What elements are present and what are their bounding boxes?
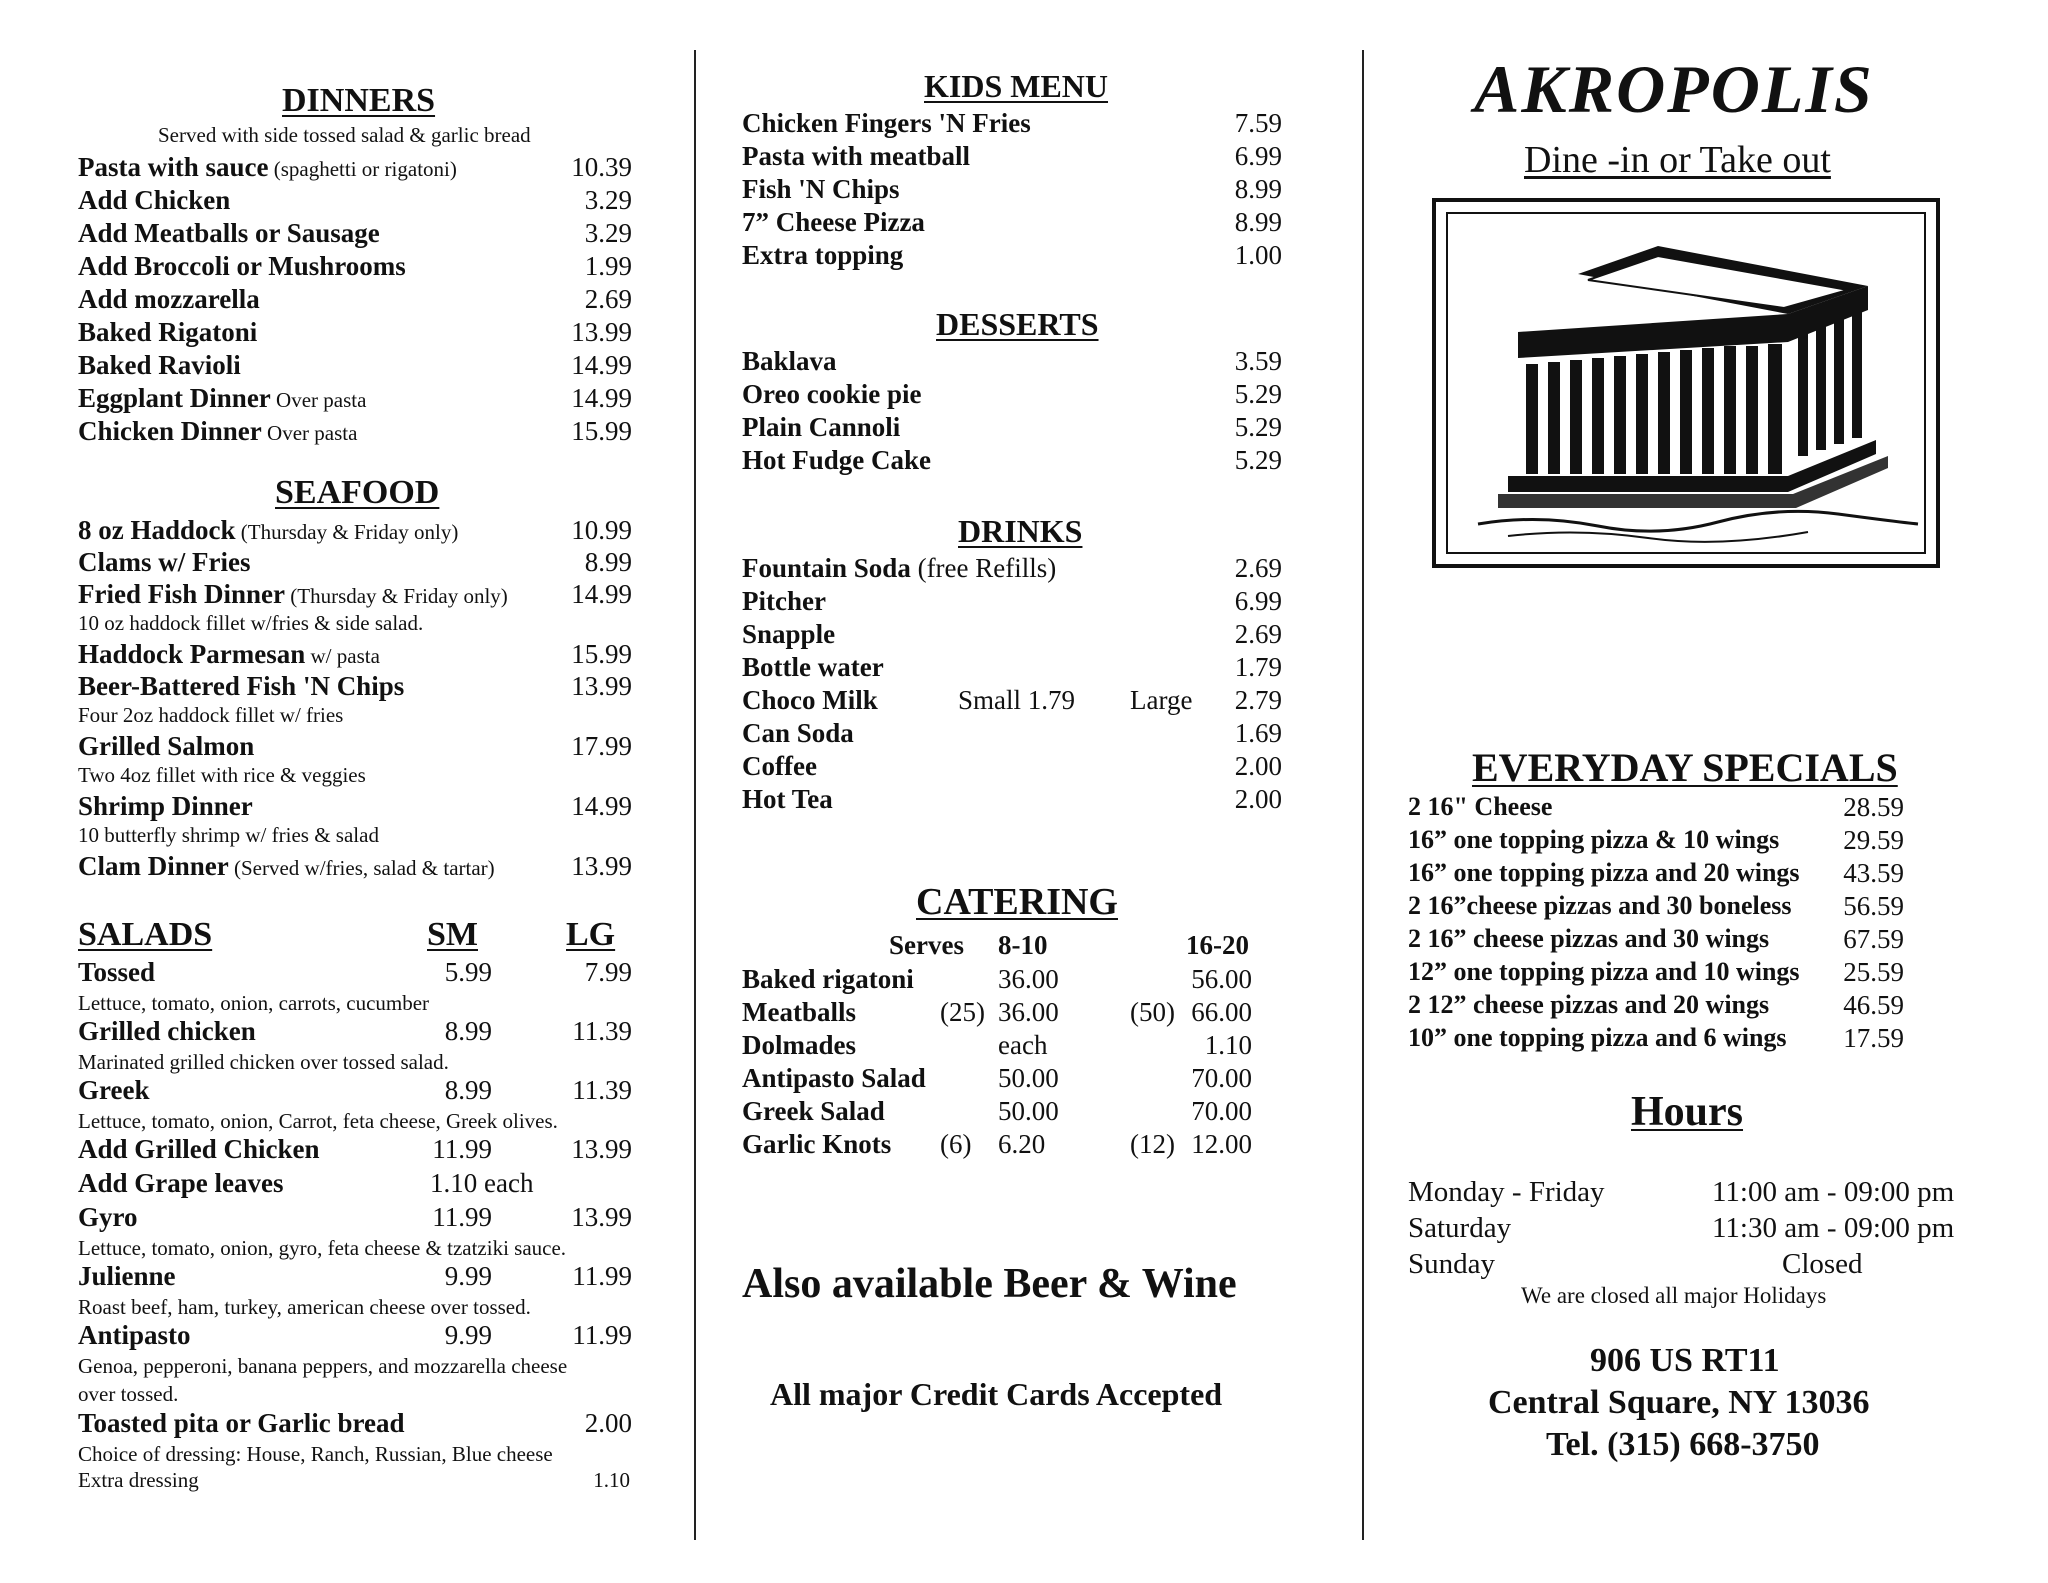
special-item-name: 2 16”cheese pizzas and 30 boneless [1408,891,1792,920]
salad-item-lg-price: 13.99 [571,1134,632,1164]
restaurant-tagline: Dine -in or Take out [1524,139,1831,181]
seafood-item-description: Four 2oz haddock fillet w/ fries [78,703,344,727]
hours-time: 11:30 am - 09:00 pm [1712,1212,1955,1244]
dinner-item-name: Add mozzarella [78,284,260,314]
dessert-item-price: 5.29 [1234,412,1282,442]
salads-title: SALADS [78,916,213,953]
drink-item-price: 2.00 [1234,784,1282,814]
drink-large-label: Large [1130,685,1193,715]
dinner-item [78,317,257,348]
drink-item-price: 6.99 [1234,586,1282,616]
salad-item-name: Julienne [78,1261,176,1291]
drink-item-note: (free Refills) [910,553,1057,583]
seafood-item-note: (Thursday & Friday only) [235,520,459,544]
seafood-item [78,731,254,762]
catering-item-name: Dolmades [742,1030,856,1060]
dinner-item [78,185,230,216]
parthenon-icon [1448,214,1932,560]
kids-item-name: 7” Cheese Pizza [742,207,925,237]
catering-price-small: 50.00 [998,1063,1059,1093]
dessert-item-price: 5.29 [1234,445,1282,475]
salad-item-description: Genoa, pepperoni, banana peppers, and mozzarella cheese [78,1354,568,1378]
kids-item-price: 8.99 [1234,207,1282,237]
catering-serves-label: Serves [889,930,964,960]
seafood-item-description: Two 4oz fillet with rice & veggies [78,763,366,787]
drink-item [742,553,1056,584]
dessert-item-name: Hot Fudge Cake [742,445,931,475]
dinner-item-price: 2.69 [584,284,632,314]
salad-item-description: Choice of dressing: House, Ranch, Russian, Blue cheese [78,1442,553,1466]
salad-item-sm-price: 9.99 [444,1261,492,1291]
kids-item-name: Chicken Fingers 'N Fries [742,108,1031,138]
catering-col1-label: 8-10 [998,930,1048,960]
dinner-item-price: 3.29 [584,185,632,215]
drink-item [742,652,884,683]
dinner-item [78,152,457,183]
salads-sm-label: SM [427,916,478,953]
kids-item-name: Pasta with meatball [742,141,970,171]
drink-item-price: 2.79 [1234,685,1282,715]
kids-item-name: Fish 'N Chips [742,174,900,204]
dinner-item-name: Add Meatballs or Sausage [78,218,380,248]
special-item-price: 67.59 [1843,924,1904,954]
special-item-price: 56.59 [1843,891,1904,921]
catering-price-large: 12.00 [1191,1129,1252,1159]
salad-item-name: Grilled chicken [78,1016,256,1046]
dinner-item-note: (spaghetti or rigatoni) [268,157,457,181]
salad-item-description: Lettuce, tomato, onion, Carrot, feta cheese, Greek olives. [78,1109,558,1133]
special-item-name: 16” one topping pizza & 10 wings [1408,825,1780,854]
catering-price-small: 6.20 [998,1129,1046,1159]
salad-item-name: Tossed [78,957,156,987]
catering-col2-label: 16-20 [1186,930,1249,960]
address-line-2: Central Square, NY 13036 [1488,1384,1870,1421]
dinner-item [78,284,260,315]
drink-item [742,784,833,815]
dinner-item [78,350,241,381]
seafood-item-price: 14.99 [571,791,632,821]
dessert-item-name: Baklava [742,346,837,376]
catering-price-large: 66.00 [1191,997,1252,1027]
dinner-item-price: 10.39 [571,152,632,182]
drink-item [742,751,817,782]
dessert-item-name: Plain Cannoli [742,412,901,442]
dinners-subtitle: Served with side tossed salad & garlic bread [158,123,531,147]
drink-item-price: 1.79 [1234,652,1282,682]
salad-item-sm-price: 8.99 [444,1016,492,1046]
kids-item-name: Extra topping [742,240,904,270]
catering-price-large: 1.10 [1204,1030,1252,1060]
dessert-item-price: 3.59 [1234,346,1282,376]
seafood-item [78,639,380,670]
catering-price-small: each [998,1030,1048,1060]
dinner-item-price: 15.99 [571,416,632,446]
drink-item-name: Can Soda [742,718,854,748]
seafood-item-name: Fried Fish Dinner [78,579,285,609]
dinner-item-name: Baked Ravioli [78,350,241,380]
catering-item-name: Antipasto Salad [742,1063,926,1093]
hours-day: Monday - Friday [1408,1176,1605,1208]
holiday-note: We are closed all major Holidays [1521,1283,1827,1308]
seafood-item-name: Clam Dinner [78,851,229,881]
salad-item-lg-price: 11.39 [572,1016,632,1046]
credit-cards-note: All major Credit Cards Accepted [770,1376,1223,1412]
seafood-item-price: 13.99 [571,851,632,881]
dinner-item-name: Baked Rigatoni [78,317,258,347]
catering-qty-large: (12) [1130,1129,1175,1159]
extra-dressing-label: Extra dressing [78,1468,199,1492]
special-item-name: 2 16" Cheese [1408,792,1553,821]
drink-item-name: Coffee [742,751,817,781]
dinner-item-price: 3.29 [584,218,632,248]
salad-item-description: Lettuce, tomato, onion, gyro, feta cheese & tzatziki sauce. [78,1236,567,1260]
special-item-name: 12” one topping pizza and 10 wings [1408,957,1800,986]
seafood-item-name: Clams w/ Fries [78,547,251,577]
seafood-item-price: 17.99 [571,731,632,761]
drink-item-name: Pitcher [742,586,826,616]
column-divider-left [694,50,696,1540]
catering-price-small: 36.00 [998,997,1059,1027]
special-item-price: 17.59 [1843,1023,1904,1053]
catering-title: CATERING [916,881,1118,923]
dinners-title: DINNERS [282,82,436,119]
salad-item-lg-price: 7.99 [584,957,632,987]
salad-item-description: Lettuce, tomato, onion, carrots, cucumber [78,991,430,1015]
drink-item-price: 1.69 [1234,718,1282,748]
drink-item-name: Fountain Soda [742,553,911,583]
kids-item-price: 1.00 [1234,240,1282,270]
dinner-item [78,251,406,282]
hours-day: Saturday [1408,1212,1512,1244]
drink-item-name: Bottle water [742,652,884,682]
salad-item-sm-price: 1.10 each [430,1168,534,1198]
seafood-item-name: 8 oz Haddock [78,515,236,545]
special-item-name: 2 12” cheese pizzas and 20 wings [1408,990,1770,1019]
catering-price-large: 56.00 [1191,964,1252,994]
dinner-item-note: Over pasta [261,421,358,445]
kids-item-price: 8.99 [1234,174,1282,204]
seafood-item [78,791,253,822]
salad-item-name: Gyro [78,1202,138,1232]
salad-item-lg-price: 11.39 [572,1075,632,1105]
dinner-item-price: 14.99 [571,383,632,413]
restaurant-name: AKROPOLIS [1474,51,1874,127]
salad-item-name: Greek [78,1075,150,1105]
hours-title: Hours [1631,1089,1744,1135]
salad-item-lg-price: 2.00 [584,1408,632,1438]
salad-item-sm-price: 11.99 [432,1134,492,1164]
catering-qty-small: (6) [940,1129,972,1159]
catering-item-name: Garlic Knots [742,1129,892,1159]
drink-small-price: Small 1.79 [958,685,1076,715]
drink-item [742,718,854,749]
seafood-item-note: (Thursday & Friday only) [285,584,508,608]
seafood-item [78,671,404,702]
kids-title: KIDS MENU [924,68,1109,104]
seafood-item [78,851,495,882]
dinner-item-price: 13.99 [571,317,632,347]
salad-item-description: Roast beef, ham, turkey, american cheese over tossed. [78,1295,531,1319]
special-item-name: 2 16” cheese pizzas and 30 wings [1408,924,1770,953]
seafood-item-price: 8.99 [584,547,632,577]
salad-item-lg-price: 11.99 [572,1320,632,1350]
dinner-item-price: 14.99 [571,350,632,380]
seafood-item-name: Haddock Parmesan [78,639,306,669]
catering-price-large: 70.00 [1191,1096,1252,1126]
seafood-item-description: 10 butterfly shrimp w/ fries & salad [78,823,379,847]
catering-price-large: 70.00 [1191,1063,1252,1093]
special-item-price: 43.59 [1843,858,1904,888]
dinner-item-price: 1.99 [584,251,632,281]
special-item-price: 46.59 [1843,990,1904,1020]
salad-item-name: Add Grape leaves [78,1168,284,1198]
salad-item-description: Marinated grilled chicken over tossed salad. [78,1050,449,1074]
drinks-title: DRINKS [958,513,1083,549]
specials-title: EVERYDAY SPECIALS [1472,745,1898,790]
salad-item-sm-price: 5.99 [444,957,492,987]
catering-item-name: Baked rigatoni [742,964,914,994]
drink-item [742,685,878,716]
seafood-item-name: Shrimp Dinner [78,791,253,821]
hours-day: Sunday [1408,1248,1495,1280]
column-divider-right [1362,50,1364,1540]
dinner-item-note: Over pasta [270,388,367,412]
catering-price-small: 50.00 [998,1096,1059,1126]
salad-item-name: Antipasto [78,1320,191,1350]
catering-price-small: 36.00 [998,964,1059,994]
hours-time: Closed [1782,1248,1863,1280]
seafood-item-price: 15.99 [571,639,632,669]
phone-number: Tel. (315) 668-3750 [1546,1426,1820,1463]
extra-dressing-price: 1.10 [593,1468,630,1492]
drink-item [742,619,835,650]
salad-item-lg-price: 13.99 [571,1202,632,1232]
salad-item-description: over tossed. [78,1382,179,1406]
hours-time: 11:00 am - 09:00 pm [1712,1176,1955,1208]
dinner-item [78,218,380,249]
special-item-price: 28.59 [1843,792,1904,822]
drink-item-name: Hot Tea [742,784,833,814]
seafood-item-note: w/ pasta [305,644,380,668]
dessert-item-price: 5.29 [1234,379,1282,409]
seafood-title: SEAFOOD [275,474,440,511]
special-item-name: 10” one topping pizza and 6 wings [1408,1023,1787,1052]
salad-item-sm-price: 11.99 [432,1202,492,1232]
dinner-item-name: Eggplant Dinner [78,383,271,413]
drink-item-name: Choco Milk [742,685,878,715]
catering-qty-small: (25) [940,997,985,1027]
dinner-item-name: Pasta with sauce [78,152,269,182]
salad-item-sm-price: 8.99 [444,1075,492,1105]
dinner-item-name: Add Broccoli or Mushrooms [78,251,406,281]
parthenon-logo [1432,198,1940,568]
address-line-1: 906 US RT11 [1590,1342,1780,1379]
dinner-item-name: Add Chicken [78,185,231,215]
special-item-price: 25.59 [1843,957,1904,987]
salad-item-name: Toasted pita or Garlic bread [78,1408,405,1438]
dinner-item [78,416,357,447]
seafood-item-price: 14.99 [571,579,632,609]
seafood-item-name: Beer-Battered Fish 'N Chips [78,671,405,701]
dessert-item-name: Oreo cookie pie [742,379,922,409]
seafood-item-name: Grilled Salmon [78,731,255,761]
seafood-item-description: 10 oz haddock fillet w/fries & side salad. [78,611,424,635]
seafood-item [78,579,508,610]
beer-wine-note: Also available Beer & Wine [742,1261,1237,1307]
kids-item-price: 6.99 [1234,141,1282,171]
dinner-item-name: Chicken Dinner [78,416,262,446]
seafood-item [78,547,250,578]
drink-item-price: 2.00 [1234,751,1282,781]
kids-item-price: 7.59 [1234,108,1282,138]
catering-item-name: Greek Salad [742,1096,885,1126]
salad-item-name: Add Grilled Chicken [78,1134,320,1164]
drink-item [742,586,826,617]
catering-item-name: Meatballs [742,997,856,1027]
seafood-item [78,515,458,546]
drink-item-price: 2.69 [1234,553,1282,583]
seafood-item-price: 10.99 [571,515,632,545]
dinner-item [78,383,366,414]
special-item-price: 29.59 [1843,825,1904,855]
seafood-item-note: (Served w/fries, salad & tartar) [228,856,495,880]
salads-lg-label: LG [566,916,616,953]
seafood-item-price: 13.99 [571,671,632,701]
catering-qty-large: (50) [1130,997,1175,1027]
salad-item-sm-price: 9.99 [444,1320,492,1350]
drink-item-name: Snapple [742,619,836,649]
special-item-name: 16” one topping pizza and 20 wings [1408,858,1800,887]
drink-item-price: 2.69 [1234,619,1282,649]
desserts-title: DESSERTS [936,306,1099,342]
salad-item-lg-price: 11.99 [572,1261,632,1291]
